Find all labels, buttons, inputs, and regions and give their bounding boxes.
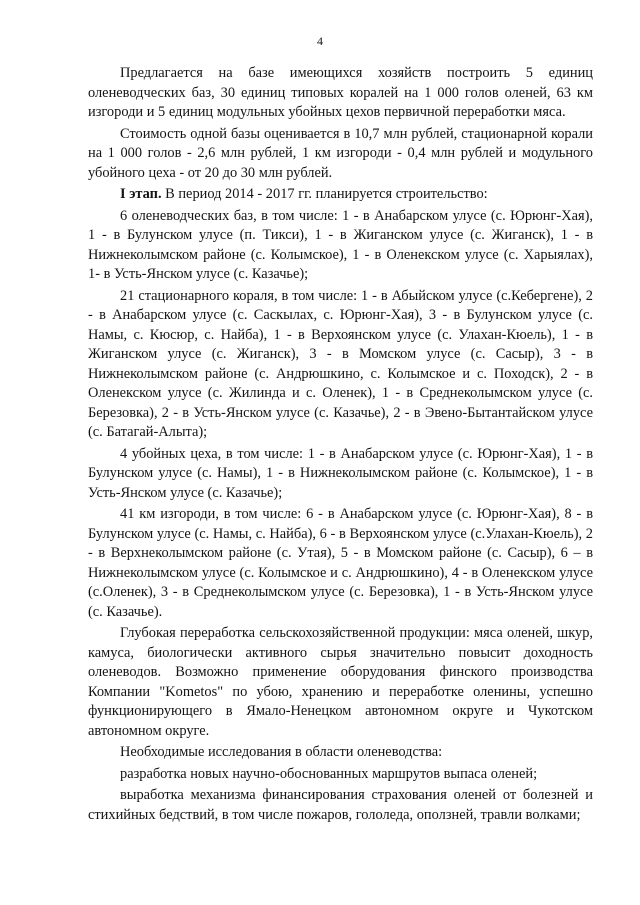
stage-item-bases: 6 оленеводческих баз, в том числе: 1 - в Анабарском улусе (с. Юрюнг-Хая), 1 - в Булунском улусе (п. Тикси), 1 - в Жиганском улусе (с. Жиганск), 1 - в Нижнеколымском районе (с. Колымское), 1 - в Оленекском улусе (с. Харыялах), 1- в Усть-Янском улусе (с. Казачье); [88,207,593,282]
stage-item-fences: 41 км изгороди, в том числе: 6 - в Анабарском улусе (с. Юрюнг-Хая), 8 - в Булунском улусе (с. Намы, с. Найба), 6 - в Верхоянском улусе (с.Улахан-Кюель), 2 - в Верхнеколымском районе (с. Утая), 5 - в Момском районе (с. Сасыр), 6 – в Нижнеколымском улусе (с. Колымское и с. Андрюшкино), 4 - в Оленекском улусе (с.Оленек), 3 - в Среднеколымском улусе (с. Березовка), 1 - в Усть-Янском улусе (с. Казачье). [88,506,593,620]
stage-text: В период 2014 - 2017 гг. планируется строительство: [161,186,488,202]
paragraph-research-intro: Необходимые исследования в области оленеводства: [120,744,443,760]
stage-item-corrals: 21 стационарного кораля, в том числе: 1 - в Абыйском улусе (с.Кебергене), 2 - в Анабарском улусе (с. Саскылах, с. Юрюнг-Хая), 3 - в Булунском улусе (с. Намы, с. Кюсюр, с. Найба), 1 - в Верхоянском улусе (с. Улахан-Кюель), 1 - в Жиганском улусе (с. Жиганск), 3 - в Момском улусе (с. Сасыр), 3 - в Нижнеколымском районе (с. Андрюшкино, с. Колымское и с. Походск), 2 - в Оленекском улусе (с. Жилинда и с. Оленек), 1 - в Среднеколымском улусе (с. Березовка), 2 - в Усть-Янском улусе (с. Казачье), 2 - в Эвено-Бытантайском улусе (с. Батагай-Алыта); [88,287,593,440]
stage-label: I этап. [120,186,162,202]
paragraph-proposal: Предлагается на базе имеющихся хозяйств построить 5 единиц оленеводческих баз, 30 единиц типовых коралей на 1 000 голов оленей, 63 км изгороди и 5 единиц модульных убойных цехов первичной переработки мяса. [88,65,593,120]
paragraph-stage-one [88,185,593,205]
page-number: 4 [317,34,323,48]
paragraph-costs: Стоимость одной базы оценивается в 10,7 млн рублей, стационарной корали на 1 000 голов - 2,6 млн рублей, 1 км изгороди - 0,4 млн рублей и модульного убойного цеха - от 20 до 30 млн рублей. [88,125,593,181]
paragraph-processing: Глубокая переработка сельскохозяйственной продукции: мяса оленей, шкур, камуса, биологически активного сырья значительно повысит доходность оленеводов. Возможно применение оборудования финского производства Компании "Kometos" по убою, хранению и переработке оленины, успешно функционирующего в Ямало-Ненецком автономном округе и Чукотском автономном округе. [88,625,593,739]
document-body [88,64,593,827]
stage-item-slaughter-shops: 4 убойных цеха, в том числе: 1 - в Анабарском улусе (с. Юрюнг-Хая), 1 - в Булунском улусе (с. Намы), 1 - в Нижнеколымском районе (с. Колымское), 1 - в Усть-Янском улусе (с. Казачье); [88,445,593,501]
research-item-insurance: выработка механизма финансирования страхования оленей от болезней и стихийных бедствий, в том числе пожаров, гололеда, оползней, травли волками; [88,787,593,823]
research-item-routes: разработка новых научно-обоснованных маршрутов выпаса оленей; [120,765,538,782]
